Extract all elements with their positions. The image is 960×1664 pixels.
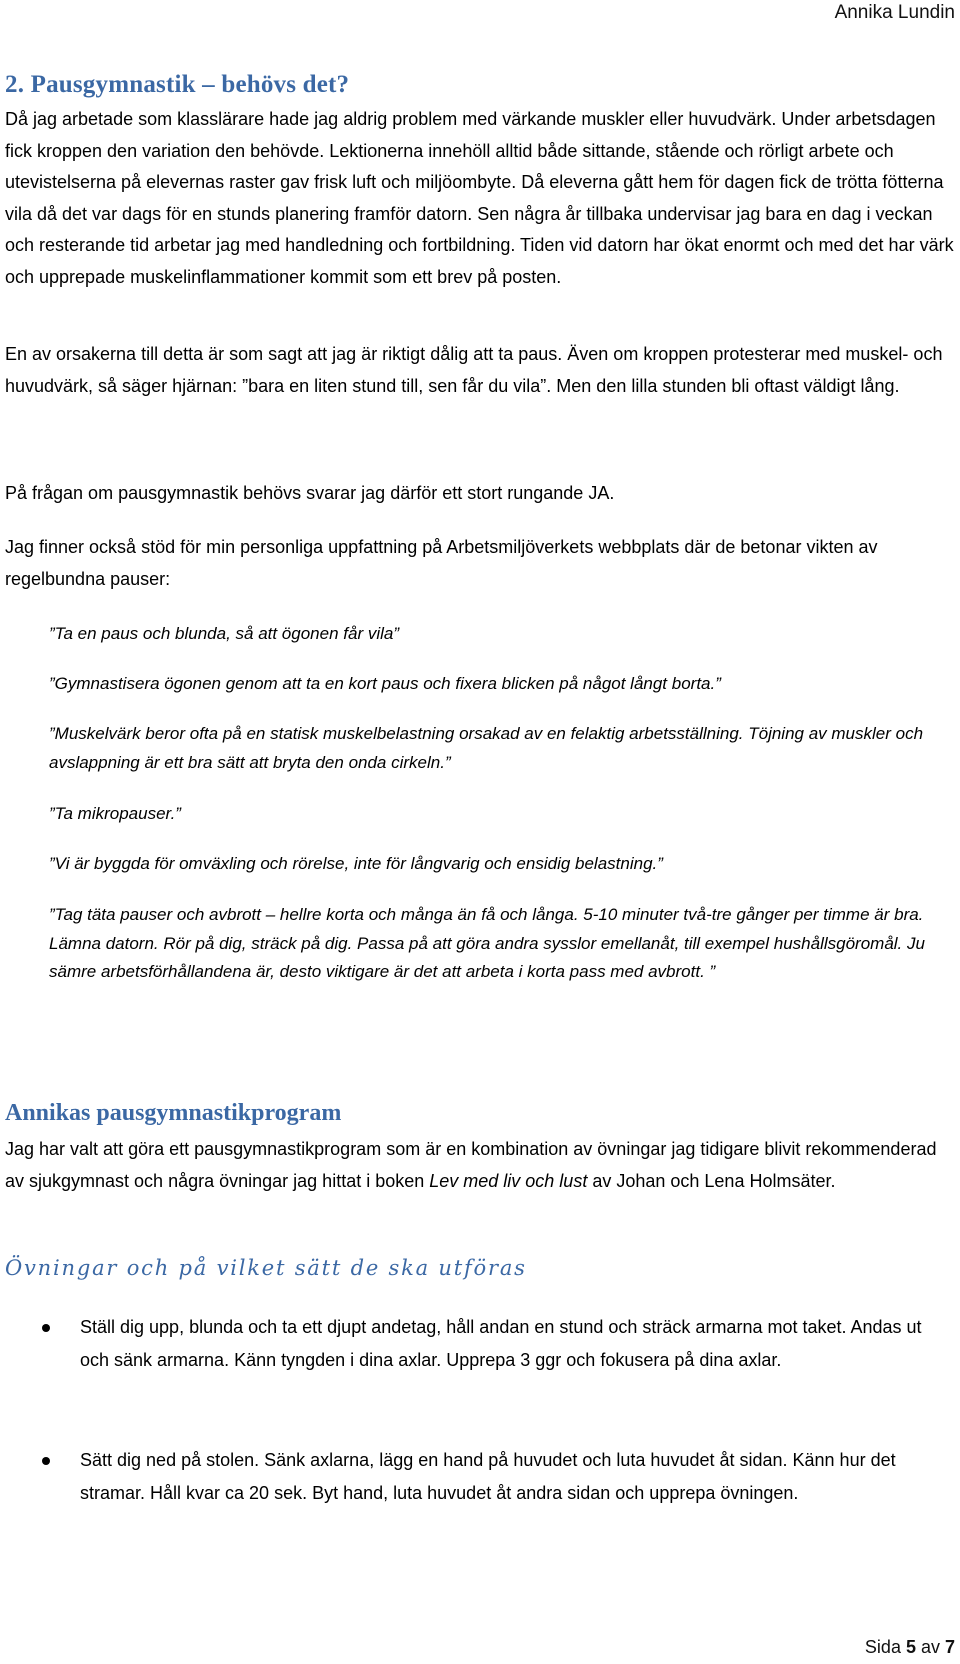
header-author: Annika Lundin xyxy=(834,2,955,23)
paragraph-support: Jag finner också stöd för min personliga uppfattning på Arbetsmiljöverkets webbplats där de betonar vikten av regelbundna pauser: xyxy=(5,537,878,589)
section-heading: 2. Pausgymnastik – behövs det? xyxy=(5,71,350,98)
quote-item: ”Vi är byggda för omväxling och rörelse, inte för långvarig och ensidig belastning.” xyxy=(49,854,663,873)
paragraph-intro: Då jag arbetade som klasslärare hade jag aldrig problem med värkande muskler eller huvudvärk. Under arbetsdagen fick kroppen den variation den behövde. Lektionerna innehöll alltid både sittande, stående och rörligt arbete och utevistelserna på elevernas raster gav frisk luft och miljöombyte. Då eleverna gått hem för dagen fick de trötta fötterna vila då det var dags för en stunds planering framför datorn. Sen några år tillbaka undervisar jag bara en dag i veckan och resterande tid arbetar jag med handledning och fortbildning. Tiden vid datorn har ökat enormt och med det har värk och upprepade muskelinflammationer kommit som ett brev på posten. xyxy=(5,109,954,287)
page-number xyxy=(865,1637,955,1658)
exercise-text: Ställ dig upp, blunda och ta ett djupt andetag, håll andan en stund och sträck armarna mot taket. Andas ut och sänk armarna. Känn tyngden i dina axlar. Upprepa 3 ggr och fokusera på dina axlar. xyxy=(80,1317,922,1370)
exercise-text: Sätt dig ned på stolen. Sänk axlarna, lägg en hand på huvudet och luta huvudet åt sidan. Känn hur det stramar. Håll kvar ca 20 sek. Byt hand, luta huvudet åt andra sidan och upprepa övningen. xyxy=(80,1450,896,1503)
bullet-icon xyxy=(42,1457,50,1465)
page-number-prefix: Sida xyxy=(864,1637,906,1657)
exercises-heading: Övningar och på vilket sätt de ska utföras xyxy=(5,1256,527,1280)
page-total: 7 xyxy=(944,1637,955,1657)
quote-item: ”Gymnastisera ögonen genom att ta en kort paus och fixera blicken på något långt borta.” xyxy=(49,674,721,693)
paragraph-answer: På frågan om pausgymnastik behövs svarar jag därför ett stort rungande JA. xyxy=(5,483,615,503)
program-intro-start: Jag har valt att göra ett pausgymnastikprogram som är en kombination av övningar jag tidigare blivit rekommenderad av sjukgymnast och några övningar jag hittat i boken xyxy=(5,1139,937,1191)
page-number-middle: av xyxy=(915,1637,945,1657)
quote-item: ”Muskelvärk beror ofta på en statisk muskelbelastning orsakad av en felaktig arbetsställning. Töjning av muskler och avslappning är ett bra sätt att bryta den onda cirkeln.” xyxy=(49,724,924,772)
quote-item: ”Ta en paus och blunda, så att ögonen får vila” xyxy=(49,624,399,643)
paragraph-causes: En av orsakerna till detta är som sagt att jag är riktigt dålig att ta paus. Även om kroppen protesterar med muskel- och huvudvärk, så säger hjärnan: ”bara en liten stund till, sen får du vila”. Men den lilla stunden bli oftast väldigt lång. xyxy=(5,344,943,396)
quote-item: ”Tag täta pauser och avbrott – hellre korta och många än få och långa. 5-10 minuter två-tre gånger per timme är bra. Lämna datorn. Rör på dig, sträck på dig. Passa på att göra andra sysslor emellanåt, till exempel hushållsgöromål. Ju sämre arbetsförhållandena är, desto viktigare är det att arbeta i korta pass med avbrott. ” xyxy=(49,905,925,981)
program-intro xyxy=(5,1134,955,1197)
book-title: Lev med liv och lust xyxy=(429,1170,588,1191)
page-current: 5 xyxy=(905,1637,916,1657)
program-intro-end: av Johan och Lena Holmsäter. xyxy=(587,1170,836,1191)
bullet-icon xyxy=(42,1324,50,1332)
program-heading: Annikas pausgymnastikprogram xyxy=(5,1100,342,1126)
quote-item: ”Ta mikropauser.” xyxy=(49,804,181,823)
